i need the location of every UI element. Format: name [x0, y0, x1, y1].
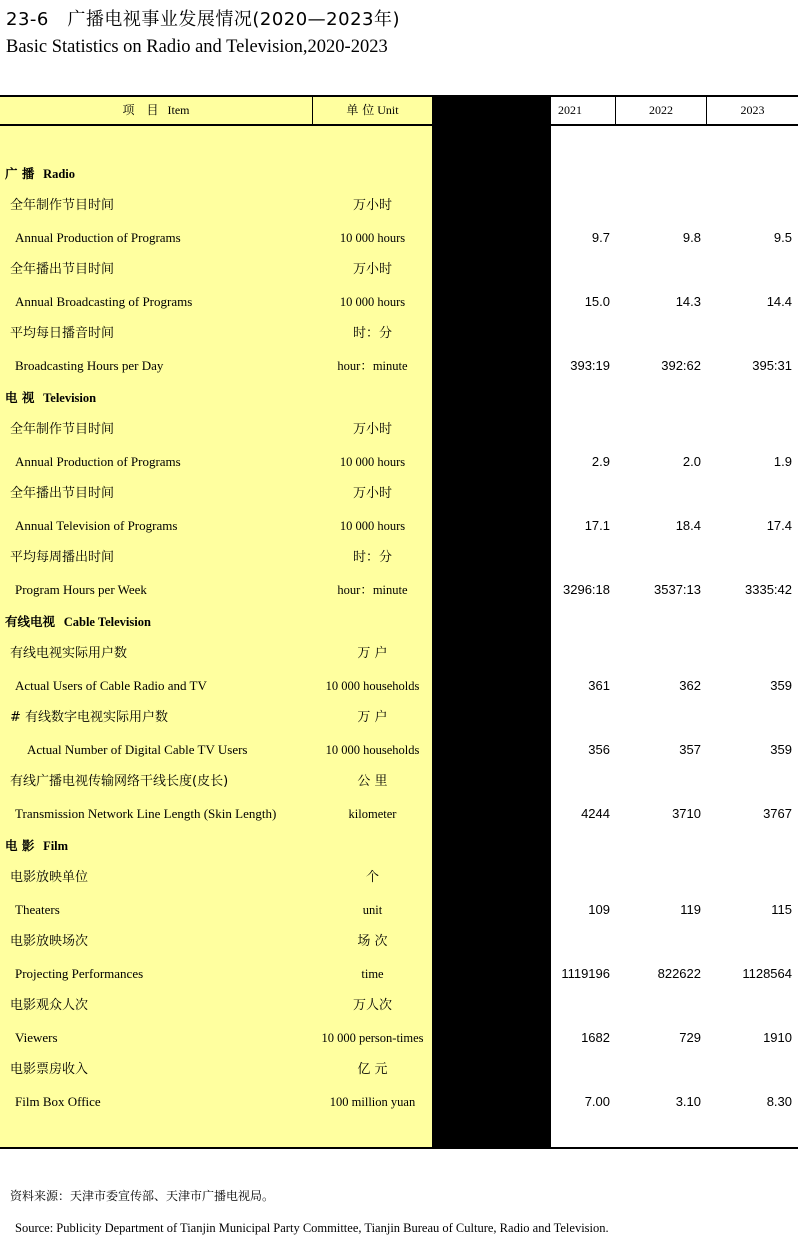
row-label-en: Annual Broadcasting of Programs	[15, 294, 193, 309]
table-row	[0, 484, 798, 504]
table-row	[0, 420, 798, 440]
row-unit-en: 10 000 person-times	[321, 1031, 424, 1045]
section-label-zh: 电 视	[5, 390, 35, 405]
value-2022: 3537:13	[654, 582, 701, 597]
table-row	[0, 324, 798, 344]
value-2020: 14.2	[493, 294, 519, 309]
table-row	[0, 708, 798, 728]
section-label-zh: 电 影	[5, 838, 35, 853]
table-row	[0, 1028, 798, 1048]
row-label-en: Viewers	[15, 1030, 58, 1045]
row-unit-en: kilometer	[348, 807, 397, 821]
row-label-zh: 电影放映场次	[10, 934, 89, 949]
row-label-zh: 有线广播电视传输网络干线长度(皮长)	[10, 774, 229, 789]
table-row	[0, 1092, 798, 1112]
value-2023: 1128564	[742, 966, 792, 981]
value-2022: 14.3	[675, 294, 701, 309]
value-2021: 17.1	[584, 518, 610, 533]
header-year-2021: 2021	[558, 103, 582, 117]
row-label-zh: 电影放映单位	[10, 870, 89, 885]
row-unit-en: 10 000 households	[325, 679, 420, 693]
row-unit-zh: 亿 元	[357, 1062, 388, 1077]
row-label-en: Annual Production of Programs	[15, 230, 181, 245]
row-unit-en: 10 000 households	[325, 743, 420, 757]
value-2020: 354	[497, 742, 519, 757]
row-unit-en: 10 000 hours	[339, 231, 406, 245]
value-2020: 9.7	[500, 230, 519, 245]
row-unit-zh: 时：分	[352, 326, 392, 341]
table-row	[0, 356, 798, 376]
header-unit	[313, 97, 432, 124]
row-unit-zh: 公 里	[357, 774, 388, 789]
row-label-zh: 全年播出节目时间	[10, 486, 115, 501]
row-unit-zh: 万 户	[357, 710, 388, 725]
row-label-en: Actual Number of Digital Cable TV Users	[27, 742, 248, 757]
header-item	[0, 97, 312, 124]
row-unit-zh: 场 次	[357, 934, 388, 949]
value-2021: 1682	[581, 1030, 610, 1045]
row-label-en: Program Hours per Week	[15, 582, 147, 597]
value-2021: 3296:18	[563, 582, 610, 597]
table-row	[0, 516, 798, 536]
row-label-en: Projecting Performances	[15, 966, 144, 981]
table-row	[0, 964, 798, 984]
value-2021: 109	[588, 902, 610, 917]
section-label	[5, 388, 96, 408]
table-row	[0, 772, 798, 792]
row-unit-en: 10 000 hours	[339, 295, 406, 309]
value-2022: 729	[679, 1030, 701, 1045]
table-bottom-rule	[0, 1147, 798, 1149]
row-label-zh: 电影票房收入	[10, 1062, 89, 1077]
row-unit-zh: 万人次	[352, 998, 392, 1013]
row-unit-en: 100 million yuan	[329, 1095, 416, 1109]
table-row	[0, 292, 798, 312]
row-label-zh: 有线电视实际用户数	[10, 646, 128, 661]
value-2022: 18.4	[675, 518, 701, 533]
row-label-zh: # 有线数字电视实际用户数	[10, 710, 169, 725]
value-2023: 17.4	[766, 518, 792, 533]
row-unit-zh: 万小时	[352, 262, 392, 277]
value-2023: 8.30	[766, 1094, 792, 1109]
value-2023: 359	[770, 742, 792, 757]
section-label-zh: 广 播	[5, 166, 35, 181]
source-note-en: Source: Publicity Department of Tianjin Municipal Party Committee, Tianjin Bureau of Culture, Radio and Television.	[15, 1221, 609, 1235]
value-2023: 1.9	[773, 454, 792, 469]
row-unit-zh: 个	[365, 870, 379, 885]
table-row	[0, 900, 798, 920]
section-row-cable-television	[0, 612, 798, 632]
value-2022: 9.8	[682, 230, 701, 245]
value-2023: 359	[770, 678, 792, 693]
header-year-2023: 2023	[740, 103, 765, 117]
value-2023: 3335:42	[745, 582, 792, 597]
table-title-zh: 23-6 广播电视事业发展情况(2020—2023年)	[6, 9, 401, 30]
value-2022: 2.0	[682, 454, 701, 469]
source-note-zh: 资料来源：天津市委宣传部、天津市广播电视局。	[10, 1189, 275, 1203]
section-label	[5, 836, 68, 856]
value-2020: 14.6	[493, 518, 519, 533]
row-unit-zh: 时：分	[352, 550, 392, 565]
header-year-2022: 2022	[649, 103, 673, 117]
value-2020: 123	[497, 902, 519, 917]
value-2021: 4244	[581, 806, 610, 821]
row-label-en: Annual Television of Programs	[15, 518, 178, 533]
table-row	[0, 228, 798, 248]
value-2021: 2.9	[591, 454, 610, 469]
row-label-zh: 平均每周播出时间	[10, 550, 115, 565]
row-unit-en: hour：minute	[337, 583, 408, 597]
table-row	[0, 996, 798, 1016]
value-2021: 356	[588, 742, 610, 757]
section-label-zh: 有线电视	[5, 614, 56, 629]
table-row	[0, 804, 798, 824]
value-2022: 822622	[657, 966, 701, 981]
row-label-zh: 全年制作节目时间	[10, 422, 115, 437]
table-row	[0, 740, 798, 760]
table-row	[0, 644, 798, 664]
value-2023: 14.4	[766, 294, 792, 309]
value-2022: 362	[679, 678, 701, 693]
row-unit-en: hour：minute	[337, 359, 408, 373]
value-2020: 1.7	[500, 454, 519, 469]
value-2022: 357	[679, 742, 701, 757]
section-label-en: Radio	[43, 167, 76, 181]
value-2020: 2811:10	[472, 582, 519, 597]
row-label-zh: 全年播出节目时间	[10, 262, 115, 277]
value-2023: 1910	[763, 1030, 792, 1045]
row-unit-en: 10 000 hours	[339, 455, 406, 469]
section-label-en: Cable Television	[63, 615, 151, 629]
value-2023: 9.5	[773, 230, 792, 245]
table-row	[0, 260, 798, 280]
table-row	[0, 452, 798, 472]
value-2021: 361	[588, 678, 610, 693]
table-row	[0, 932, 798, 952]
value-2020: 770	[497, 1030, 519, 1045]
table-row	[0, 868, 798, 888]
row-label-zh: 平均每日播音时间	[10, 326, 115, 341]
row-unit-zh: 万小时	[352, 422, 392, 437]
value-2021: 9.7	[591, 230, 610, 245]
table-row	[0, 196, 798, 216]
value-2023: 395:31	[752, 358, 792, 373]
row-label-en: Film Box Office	[15, 1094, 101, 1109]
section-label-en: Television	[43, 391, 97, 405]
section-row-television	[0, 388, 798, 408]
row-label-en: Transmission Network Line Length (Skin Length)	[15, 806, 277, 821]
section-row-radio	[0, 164, 798, 184]
section-row-film	[0, 836, 798, 856]
statistics-table	[0, 95, 798, 1149]
value-2023: 115	[771, 902, 792, 917]
table-title-en: Basic Statistics on Radio and Television,2020-2023	[6, 37, 388, 57]
header-item-zh: 项 目	[122, 103, 159, 117]
value-2021: 15.0	[584, 294, 610, 309]
value-2023: 3767	[763, 806, 792, 821]
row-unit-en: time	[361, 967, 384, 981]
value-2022: 392:62	[661, 358, 701, 373]
header-item-en: Item	[167, 103, 190, 117]
row-label-zh: 全年制作节目时间	[10, 198, 115, 213]
value-2021: 7.00	[584, 1094, 610, 1109]
value-2022: 119	[680, 902, 701, 917]
row-label-en: Broadcasting Hours per Day	[15, 358, 164, 373]
value-2020: 388:38	[479, 358, 519, 373]
section-label	[5, 612, 151, 632]
table-row	[0, 676, 798, 696]
row-unit-zh: 万 户	[357, 646, 388, 661]
table-row	[0, 548, 798, 568]
table-row	[0, 580, 798, 600]
header-unit-en: Unit	[377, 103, 399, 117]
value-2020: 359	[497, 678, 519, 693]
value-2022: 3710	[672, 806, 701, 821]
section-label-en: Film	[43, 839, 69, 853]
section-label	[5, 164, 75, 184]
row-unit-zh: 万小时	[352, 198, 392, 213]
value-2022: 3.10	[675, 1094, 701, 1109]
row-label-en: Annual Production of Programs	[15, 454, 181, 469]
header-bottom-rule	[0, 124, 798, 126]
value-2020: 624539	[475, 966, 519, 981]
value-2021: 393:19	[570, 358, 610, 373]
row-label-zh: 电影观众人次	[10, 998, 89, 1013]
row-label-en: Actual Users of Cable Radio and TV	[15, 678, 207, 693]
row-unit-zh: 万小时	[352, 486, 392, 501]
header-unit-zh: 单 位	[346, 103, 375, 117]
row-unit-en: unit	[362, 903, 383, 917]
value-2021: 1119196	[561, 966, 610, 981]
header-year-2020: 2020	[466, 103, 491, 117]
value-2020: 2.89	[493, 1094, 519, 1109]
table-row	[0, 1060, 798, 1080]
row-unit-en: 10 000 hours	[339, 519, 406, 533]
value-2020: 4227	[490, 806, 519, 821]
row-label-en: Theaters	[15, 902, 60, 917]
